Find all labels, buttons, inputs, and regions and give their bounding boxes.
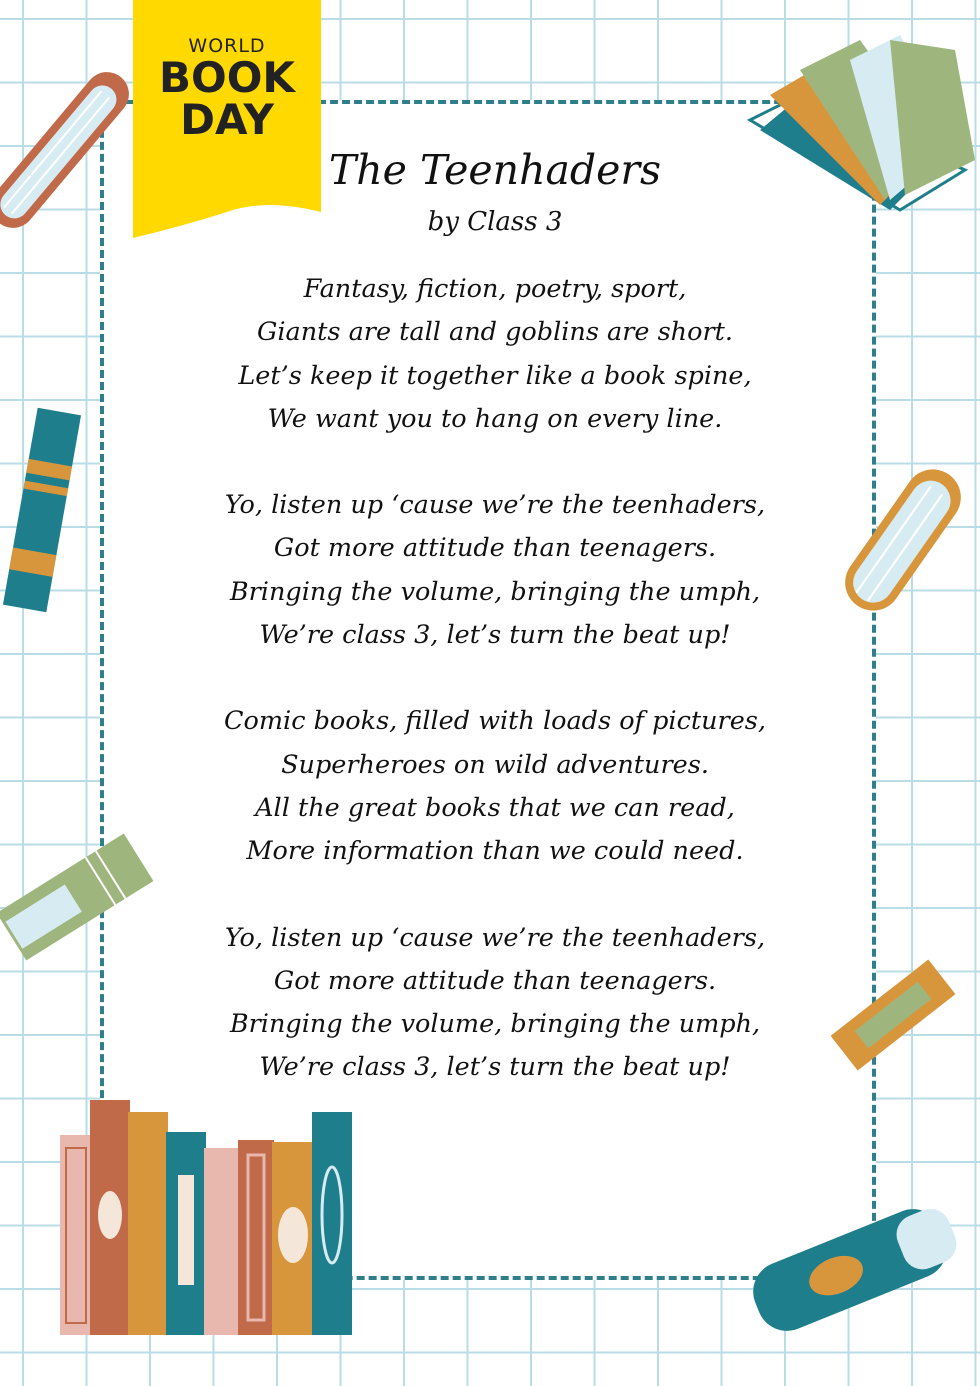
poem-title: The Teenhaders [328, 146, 662, 194]
logo-world-text: WORLD [188, 35, 266, 57]
poem-line: Got more attitude than teenagers. [273, 533, 717, 564]
poem-line: Superheroes on wild adventures. [281, 749, 709, 780]
stanza-4 [100, 917, 890, 1090]
stanza-1 [100, 268, 890, 441]
book-stack-bottom-left-icon [60, 1100, 352, 1335]
poem-line: Yo, listen up ‘cause we’re the teenhaders, [224, 922, 766, 953]
logo-book-text: BOOK [159, 53, 295, 102]
logo-day-text: DAY [180, 95, 274, 144]
poem [100, 140, 890, 1133]
poem-byline: by Class 3 [427, 207, 563, 237]
book-spine-left-icon [3, 408, 81, 613]
teal-book-bottom-right-icon [744, 1196, 965, 1340]
poem-line: We’re class 3, let’s turn the beat up! [259, 620, 731, 651]
poem-line: Giants are tall and goblins are short. [256, 317, 734, 348]
poem-line: We want you to hang on every line. [267, 403, 723, 434]
poem-line: Fantasy, fiction, poetry, sport, [303, 274, 687, 304]
poem-line: Yo, listen up ‘cause we’re the teenhaders, [224, 490, 766, 521]
poem-line: Bringing the volume, bringing the umph, [229, 1009, 761, 1040]
poem-line: Let’s keep it together like a book spine, [238, 360, 752, 391]
poem-line: We’re class 3, let’s turn the beat up! [259, 1052, 731, 1083]
stanza-2 [100, 484, 890, 657]
poem-line: More information than we could need. [246, 836, 744, 867]
poem-line: Comic books, filled with loads of pictures, [224, 706, 766, 737]
poem-line: All the great books that we can read, [255, 792, 735, 823]
stanza-3 [100, 700, 890, 873]
poem-line: Got more attitude than teenagers. [273, 965, 717, 996]
poem-line: Bringing the volume, bringing the umph, [229, 576, 761, 607]
